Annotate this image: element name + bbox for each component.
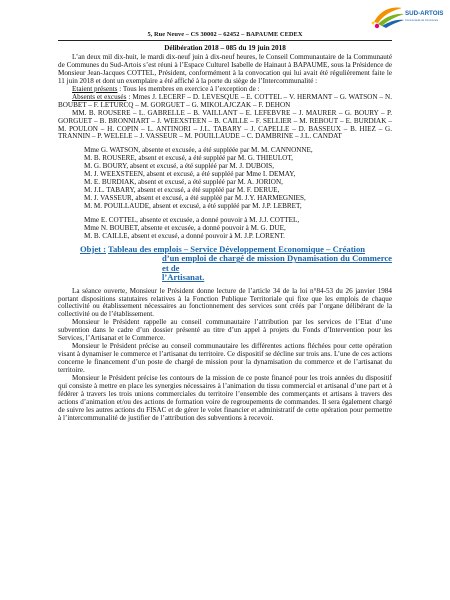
proxy-item: Mme N. BOUBET, absente et excusée, a donné pouvoir à M. G. DUE, (84, 224, 286, 233)
substitution-item: M. J. VASSEUR, absent et excusé, a été suppléé par M. J.Y. HARMEGNIES, (84, 194, 306, 203)
proxy-item: Mme E. COTTEL, absente et excusée, a donné pouvoir à M. J.J. COTTEL, (84, 216, 300, 225)
absent-text: : Mmes J. LECERF – D. LEVESQUE – E. COTTEL – V. HERMANT – G. WATSON – N. BOUBET – F. LETURCQ – M. GORGUET – G. MIKOLAJCZAK – F. DEHON (58, 92, 392, 109)
body-paragraph-3: Monsieur le Président précise au conseil communautaire les différentes actions fléchées pour cette opération visant à dynamiser le commerce et l’artisanat du territoire. Ce dispositif se décline sur trois ans. L’une de ces actions concerne le financement d’un poste de chargé de mission pour la dynamisation du commerce et de l’artisanat du territoire. (58, 342, 392, 375)
sud-artois-logo-graphic (370, 4, 444, 32)
deliberation-body (58, 45, 392, 423)
present-label: Etaient présents (72, 84, 118, 93)
proxy-item: M. B. CAILLE, absent et excusé, a donné pouvoir à M. J.P. LORENT. (84, 231, 285, 240)
substitution-list (84, 147, 392, 211)
logo-text-top: SUD-ARTOIS (405, 10, 444, 17)
body-paragraph-4: Monsieur le Président précise les contours de la mission de ce poste financé pour les trois années du dispositif qui consiste à mettre en place les synergies nécessaires à l’animation du tissu commercial et artisanal d’une part et à fédérer à travers les trois unions commerciales du territoire l’ensemble des commerçants et artisans à travers des actions d’animation et/ou des actions de formation voire de regroupements de commandes. Il sera également chargé de suivre les autres actions du FISAC et de gérer le volet financier et administratif de cette opération pour permettre à l’intercommunalité de justifier de l’attribution des subventions à recevoir. (58, 374, 392, 422)
substitution-item: M. B. ROUSERE, absent et excusé, a été suppléé par M. G. THIEULOT, (84, 154, 293, 163)
substitution-item: M. G. BOURY, absent et excusé, a été suppléé par M. J. DUBOIS, (84, 162, 275, 171)
present-text: : Tous les membres en exercice à l’exception de : (117, 84, 260, 93)
header-rule (58, 40, 392, 41)
objet-line-3: l’Artisanat. (162, 272, 205, 283)
body-paragraph-1: La séance ouverte, Monsieur le Président donne lecture de l’article 34 de la loi n°84-53 du 26 janvier 1984 portant dispositions statutaires relatives à la Fonction Publique Territoriale qui fixe que les emplois de chaque collectivité ou établissement nécessaires au fonctionnement des services sont créés par l’organe délibérant de la collectivité ou de l’établissement. (58, 286, 392, 319)
logo-text-bottom: Communauté de Communes (405, 19, 439, 22)
body-paragraph-2: Monsieur le Président rappelle au conseil communautaire l’attribution par les services de l’Etat d’une subvention dans le cadre d’un dossier présenté au titre d’un appel à projets du Fonds d’Intervention pour les Services, l’Artisanat et le Commerce. (58, 318, 392, 343)
objet-label: Objet : (80, 243, 107, 254)
substitution-item: M. E. BURDIAK, absent et excusé, a été suppléé par M. A. JORION, (84, 178, 283, 187)
sud-artois-logo (370, 4, 444, 32)
absent-line-2: MM. B. ROUSERE – L. GABRELLE – B. VAILLANT – E. LEFEBVRE – J. MAURER – G. BOURY – P. GORGUET – B. BRONNIART – J. WEEXSTEEN – B. CAILLE – F. SELLIER – M. REBOUT – E. BURDIAK – M. POULON – H. COPIN – L. ANTINORI – J.L. TABARY – J. CAPELLE – D. BASSEUX – B. HIEZ – G. TRANNIN – P. WELELE – J. VASSEUR – M. POUILLAUDE – C. DAMBRINE – J.L. CANDAT (58, 108, 392, 141)
logo-dot-pink (375, 24, 379, 28)
absent-label: Absents et excusés (72, 92, 127, 101)
header-address: 5, Rue Neuve – CS 30002 – 62452 – BAPAUME CEDEX (147, 31, 303, 38)
proxy-list (84, 217, 392, 241)
substitution-item: Mme G. WATSON, absente et excusée, a été suppléée par M. M. CANNONNE, (84, 146, 313, 155)
intro-paragraph: L’an deux mil dix-huit, le mardi dix-neuf juin à dix-neuf heures, le Conseil Communautaire de la Communauté de Communes du Sud-Artois s’est réuni à l’Espace Culturel Isabelle de Hainaut à BAPAUME, sous la Présidence de Monsieur Jean-Jacques COTTEL, Président, conformément à la convocation qui lui avait été régulièrement faite le 11 juin 2018 et dont un exemplaire a été affiché à la porte du siège de l’Intercommunalité : (58, 52, 392, 85)
substitution-item: M. J.L. TABARY, absent et excusé, a été suppléé par M. F. DERUE, (84, 186, 280, 195)
deliberation-title: Délibération 2018 – 085 du 19 juin 2018 (164, 44, 286, 52)
absent-line (58, 94, 392, 110)
objet-line-1: Tableau des emplois – Service Développement Economique – Création (108, 243, 366, 254)
substitution-item: M. M. POUILLAUDE, absent et excusé, a été suppléé par M. J.P. LEBRET, (84, 202, 302, 211)
substitution-item: M. J. WEEXSTEEN, absent et excusé, a été suppléé par Mme I. DEMAY, (84, 170, 296, 179)
objet-line-2: d’un emploi de chargé de mission Dynamisation du Commerce et de (162, 253, 392, 273)
logo-dot-yellow (372, 22, 375, 25)
